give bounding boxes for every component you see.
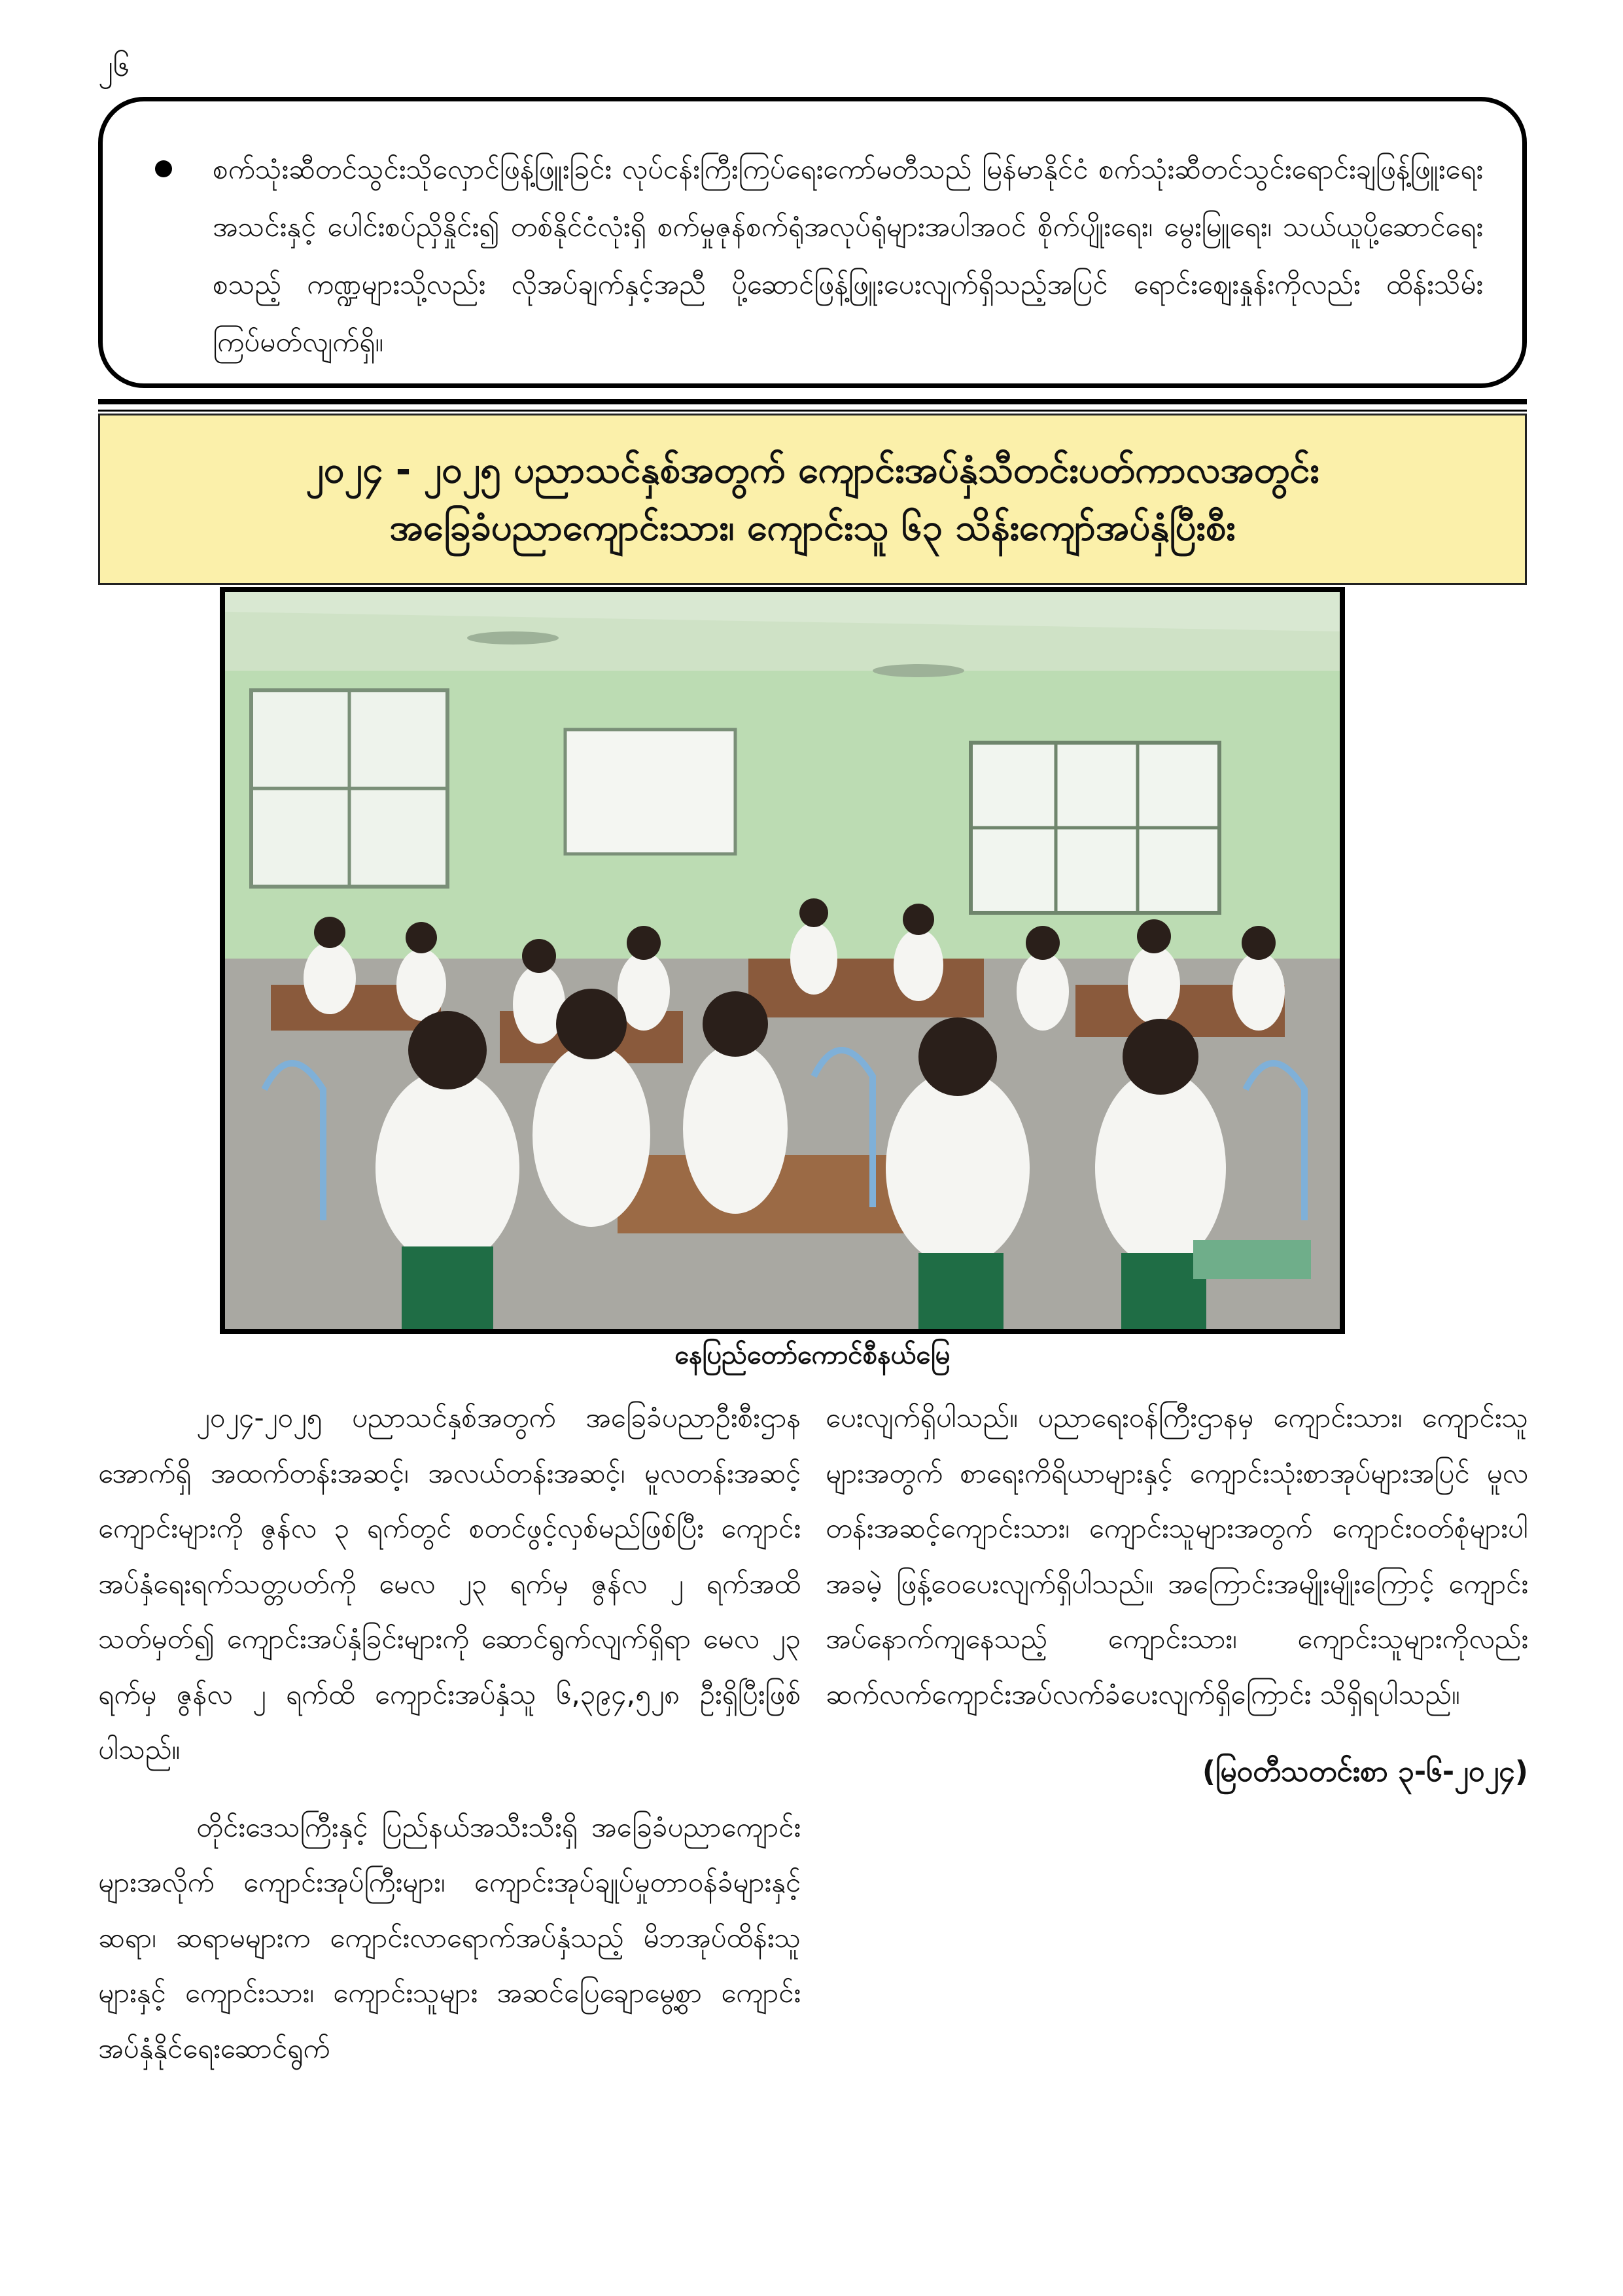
headline-line-2: အခြေခံပညာကျောင်းသား၊ ကျောင်းသူ ၆၃ သိန်းကျော်အပ်နှံပြီးစီး <box>389 506 1236 549</box>
classroom-photo-illustration <box>225 592 1340 1329</box>
bullet-dot-icon <box>155 160 172 177</box>
article-source: (မြဝတီသတင်းစာ ၃-၆-၂၀၂၄) <box>1202 1755 1528 1788</box>
bullet-callout-box <box>98 97 1527 388</box>
headline-banner <box>98 414 1527 585</box>
article-paragraph-2: တိုင်းဒေသကြီးနှင့် ပြည်နယ်အသီးသီးရှိ အခြေခံပညာကျောင်းများအလိုက် ကျောင်းအုပ်ကြီးများ၊ ကျောင်းအုပ်ချုပ်မှုတာဝန်ခံများနှင့် ဆရာ၊ ဆရာမများက ကျောင်းလာရောက်အပ်နှံသည့် မိဘအုပ်ထိန်းသူများနှင့် ကျောင်းသား၊ ကျောင်းသူများ အဆင်ပြေချောမွေ့စွာ ကျောင်းအပ်နှံနိုင်ရေးဆောင်ရွက် <box>98 1810 801 2064</box>
section-divider-thick <box>98 399 1527 404</box>
article-column-right <box>826 1390 1528 1799</box>
article-paragraph-3: ပေးလျက်ရှိပါသည်။ ပညာရေးဝန်ကြီးဌာနမှ ကျောင်းသား၊ ကျောင်းသူများအတွက် စာရေးကိရိယာများနှင့် ကျောင်းသုံးစာအုပ်များအပြင် မူလတန်းအဆင့်ကျောင်းသား၊ ကျောင်းသူများအတွက် ကျောင်းဝတ်စုံများပါအခမဲ့ ဖြန့်ဝေပေးလျက်ရှိပါသည်။ အကြောင်းအမျိုးမျိုးကြောင့် ကျောင်းအပ်နောက်ကျနေသည့် ကျောင်းသား၊ ကျောင်းသူများကိုလည်း ဆက်လက်ကျောင်းအပ်လက်ခံပေးလျက်ရှိကြောင်း သိရှိရပါသည်။ <box>826 1402 1528 1710</box>
classroom-photo <box>220 587 1345 1334</box>
headline-line-1: ၂၀၂၄ - ၂၀၂၅ ပညာသင်နှစ်အတွက် ကျောင်းအပ်နှံသီတင်းပတ်ကာလအတွင်း <box>305 449 1319 491</box>
article-paragraph-1: ၂၀၂၄-၂၀၂၅ ပညာသင်နှစ်အတွက် အခြေခံပညာဦးစီးဌာနအောက်ရှိ အထက်တန်းအဆင့်၊ အလယ်တန်းအဆင့်၊ မူလတန်းအဆင့်ကျောင်းများကို ဇွန်လ ၃ ရက်တွင် စတင်ဖွင့်လှစ်မည်ဖြစ်ပြီး ကျောင်းအပ်နှံရေးရက်သတ္တပတ်ကို မေလ ၂၃ ရက်မှ ဇွန်လ ၂ ရက်အထိ သတ်မှတ်၍ ကျောင်းအပ်နှံခြင်းများကို ဆောင်ရွက်လျက်ရှိရာ မေလ ၂၃ ရက်မှ ဇွန်လ ၂ ရက်ထိ ကျောင်းအပ်နှံသူ ၆,၃၉၄,၅၂၈ ဦးရှိပြီးဖြစ်ပါသည်။ <box>98 1402 801 1765</box>
bullet-text: စက်သုံးဆီတင်သွင်းသိုလှောင်ဖြန့်ဖြူးခြင်း လုပ်ငန်းကြီးကြပ်ရေးကော်မတီသည် မြန်မာနိုင်ငံ စက်သုံးဆီတင်သွင်းရောင်းချဖြန့်ဖြူးရေးအသင်းနှင့် ပေါင်းစပ်ညှိနှိုင်း၍ တစ်နိုင်ငံလုံးရှိ စက်မှုဇုန်စက်ရုံအလုပ်ရုံများအပါအဝင် စိုက်ပျိုးရေး၊ မွေးမြူရေး၊ သယ်ယူပို့ဆောင်ရေးစသည့် ကဏ္ဍများသို့လည်း လိုအပ်ချက်နှင့်အညီ ပို့ဆောင်ဖြန့်ဖြူးပေးလျက်ရှိသည့်အပြင် ရောင်းဈေးနှုန်းကိုလည်း ထိန်းသိမ်းကြပ်မတ်လျက်ရှိ။ <box>213 153 1483 358</box>
bullet-item <box>155 141 1483 371</box>
section-divider-thin <box>98 410 1527 412</box>
photo-caption: နေပြည်တော်ကောင်စီနယ်မြေ <box>674 1340 951 1370</box>
article-column-left <box>98 1390 801 2098</box>
page-number: ၂၆ <box>98 48 130 83</box>
